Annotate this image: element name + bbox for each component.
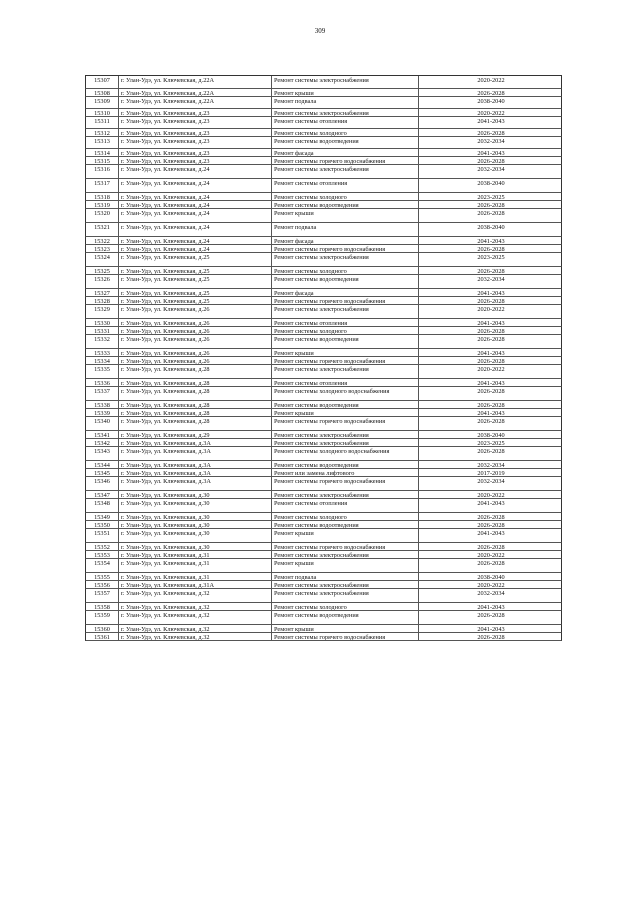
row-address: г. Улан-Удэ, ул. Ключевская, д.3А [119, 439, 272, 446]
row-address: г. Улан-Удэ, ул. Ключевская, д.31 [119, 551, 272, 558]
row-years: 2041-2043 [477, 290, 505, 296]
row-address: г. Улан-Удэ, ул. Ключевская, д.24 [119, 179, 272, 192]
row-id: 15346 [86, 477, 119, 490]
row-address: г. Улан-Удэ, ул. Ключевская, д.23 [119, 129, 272, 136]
table-row [85, 149, 562, 157]
row-address: г. Улан-Удэ, ул. Ключевская, д.30 [119, 521, 272, 528]
table-row [85, 109, 562, 117]
row-years: 2026-2028 [477, 402, 505, 408]
row-years: 2041-2043 [477, 626, 505, 632]
row-years: 2026-2028 [477, 560, 505, 567]
table-row [85, 335, 562, 349]
table-row [85, 129, 562, 137]
table-row [85, 387, 562, 401]
row-work-type: Ремонт системы электроснабжения [272, 305, 419, 318]
row-work-type: Ремонт системы горячего водоснабжения [272, 477, 419, 490]
row-work-type: Ремонт системы горячего водоснабжения [272, 157, 419, 164]
table-row [85, 513, 562, 521]
table-row [85, 253, 562, 267]
table-row [85, 401, 562, 409]
row-work-type: Ремонт системы электроснабжения [272, 76, 419, 88]
row-id: 15340 [86, 417, 119, 430]
table-row [85, 357, 562, 365]
row-address: г. Улан-Удэ, ул. Ключевская, д.23 [119, 149, 272, 156]
table-row [85, 603, 562, 611]
row-years: 2017-2019 [477, 470, 505, 476]
table-row [85, 559, 562, 573]
row-id: 15350 [86, 521, 119, 528]
row-years: 2026-2028 [477, 544, 505, 550]
row-years: 2020-2022 [477, 77, 505, 84]
row-work-type: Ремонт системы горячего водоснабжения [272, 417, 419, 430]
row-years: 2020-2022 [477, 582, 505, 588]
row-id: 15309 [86, 97, 119, 108]
row-id: 15319 [86, 201, 119, 208]
table-row [85, 469, 562, 477]
row-work-type: Ремонт системы водоотведения [272, 401, 419, 408]
row-work-type: Ремонт системы электроснабжения [272, 581, 419, 588]
row-address: г. Улан-Удэ, ул. Ключевская, д.26 [119, 349, 272, 356]
table-row [85, 477, 562, 491]
row-address: г. Улан-Удэ, ул. Ключевская, д.23 [119, 137, 272, 148]
row-address: г. Улан-Удэ, ул. Ключевская, д.30 [119, 513, 272, 520]
row-work-type: Ремонт системы горячего водоснабжения [272, 245, 419, 252]
table-row [85, 543, 562, 551]
row-work-type: Ремонт системы водоотведения [272, 201, 419, 208]
row-work-type: Ремонт системы холодного водоснабжения [272, 387, 419, 400]
row-years: 2026-2028 [477, 336, 505, 343]
row-address: г. Улан-Удэ, ул. Ключевская, д.24 [119, 209, 272, 222]
row-id: 15328 [86, 297, 119, 304]
row-years: 2041-2043 [477, 320, 505, 326]
table-row [85, 499, 562, 513]
row-work-type: Ремонт крыши [272, 529, 419, 542]
table-row [85, 521, 562, 529]
row-years: 2026-2028 [477, 158, 505, 164]
table-row [85, 447, 562, 461]
row-address: г. Улан-Удэ, ул. Ключевская, д.28 [119, 401, 272, 408]
row-address: г. Улан-Удэ, ул. Ключевская, д.25 [119, 267, 272, 274]
row-work-type: Ремонт системы электроснабжения [272, 253, 419, 266]
row-work-type: Ремонт подвала [272, 223, 419, 236]
row-years: 2026-2028 [477, 202, 505, 208]
row-work-type: Ремонт крыши [272, 409, 419, 416]
table-row [85, 137, 562, 149]
table-row [85, 365, 562, 379]
table-row [85, 633, 562, 641]
row-address: г. Улан-Удэ, ул. Ключевская, д.26 [119, 357, 272, 364]
table-row [85, 551, 562, 559]
row-id: 15312 [86, 129, 119, 136]
row-years: 2032-2034 [477, 590, 505, 597]
row-id: 15337 [86, 387, 119, 400]
table-row [85, 461, 562, 469]
row-years: 2026-2028 [477, 298, 505, 304]
table-row [85, 179, 562, 193]
row-years: 2026-2028 [477, 418, 505, 425]
row-years: 2038-2040 [477, 180, 505, 187]
table-row [85, 237, 562, 245]
row-address: г. Улан-Удэ, ул. Ключевская, д.3А [119, 461, 272, 468]
row-id: 15326 [86, 275, 119, 288]
row-id: 15351 [86, 529, 119, 542]
row-id: 15357 [86, 589, 119, 602]
row-work-type: Ремонт системы отопления [272, 179, 419, 192]
table-row [85, 75, 562, 89]
row-address: г. Улан-Удэ, ул. Ключевская, д.32 [119, 633, 272, 640]
table-row [85, 289, 562, 297]
row-id: 15359 [86, 611, 119, 624]
repair-schedule-table [85, 75, 562, 641]
row-years: 2026-2028 [477, 268, 505, 274]
row-work-type: Ремонт фасада [272, 237, 419, 244]
row-id: 15317 [86, 179, 119, 192]
table-row [85, 223, 562, 237]
row-years: 2026-2028 [477, 328, 505, 334]
row-address: г. Улан-Удэ, ул. Ключевская, д.28 [119, 409, 272, 416]
row-id: 15352 [86, 543, 119, 550]
row-years: 2026-2028 [477, 388, 505, 395]
row-years: 2023-2025 [477, 254, 505, 261]
row-address: г. Улан-Удэ, ул. Ключевская, д.22А [119, 97, 272, 108]
row-years: 2026-2028 [477, 130, 505, 136]
row-work-type: Ремонт крыши [272, 625, 419, 632]
row-address: г. Улан-Удэ, ул. Ключевская, д.22А [119, 89, 272, 96]
row-address: г. Улан-Удэ, ул. Ключевская, д.3А [119, 469, 272, 476]
row-work-type: Ремонт системы электроснабжения [272, 109, 419, 116]
table-row [85, 349, 562, 357]
row-address: г. Улан-Удэ, ул. Ключевская, д.25 [119, 253, 272, 266]
row-id: 15320 [86, 209, 119, 222]
row-years: 2032-2034 [477, 276, 505, 283]
row-years: 2026-2028 [477, 522, 505, 528]
row-years: 2026-2028 [477, 358, 505, 364]
row-years: 2032-2034 [477, 166, 505, 173]
row-years: 2020-2022 [477, 110, 505, 116]
row-years: 2026-2028 [477, 448, 505, 455]
row-address: г. Улан-Удэ, ул. Ключевская, д.23 [119, 117, 272, 128]
row-address: г. Улан-Удэ, ул. Ключевская, д.28 [119, 387, 272, 400]
row-work-type: Ремонт крыши [272, 209, 419, 222]
row-years: 2026-2028 [477, 634, 505, 640]
table-row [85, 431, 562, 439]
row-id: 15353 [86, 551, 119, 558]
row-id: 15341 [86, 431, 119, 438]
row-work-type: Ремонт фасада [272, 289, 419, 296]
row-address: г. Улан-Удэ, ул. Ключевская, д.28 [119, 417, 272, 430]
row-id: 15322 [86, 237, 119, 244]
row-years: 2032-2034 [477, 478, 505, 485]
row-address: г. Улан-Удэ, ул. Ключевская, д.31 [119, 573, 272, 580]
row-years: 2041-2043 [477, 150, 505, 156]
row-work-type: Ремонт системы водоотведения [272, 461, 419, 468]
table-row [85, 379, 562, 387]
row-id: 15343 [86, 447, 119, 460]
table-row [85, 97, 562, 109]
row-years: 2026-2028 [477, 210, 505, 217]
row-years: 2038-2040 [477, 432, 505, 438]
row-address: г. Улан-Удэ, ул. Ключевская, д.24 [119, 223, 272, 236]
row-years: 2026-2028 [477, 90, 505, 96]
row-id: 15334 [86, 357, 119, 364]
row-work-type: Ремонт фасада [272, 149, 419, 156]
row-work-type: Ремонт системы водоотведения [272, 521, 419, 528]
row-id: 15316 [86, 165, 119, 178]
row-id: 15311 [86, 117, 119, 128]
table-row [85, 327, 562, 335]
table-row [85, 581, 562, 589]
row-address: г. Улан-Удэ, ул. Ключевская, д.30 [119, 543, 272, 550]
table-row [85, 201, 562, 209]
row-id: 15325 [86, 267, 119, 274]
table-row [85, 297, 562, 305]
row-id: 15339 [86, 409, 119, 416]
row-work-type: Ремонт системы холодного [272, 129, 419, 136]
row-address: г. Улан-Удэ, ул. Ключевская, д.24 [119, 237, 272, 244]
row-id: 15330 [86, 319, 119, 326]
row-work-type: Ремонт системы электроснабжения [272, 439, 419, 446]
row-address: г. Улан-Удэ, ул. Ключевская, д.3А [119, 447, 272, 460]
row-work-type: Ремонт системы горячего водоснабжения [272, 633, 419, 640]
row-work-type: Ремонт системы электроснабжения [272, 365, 419, 378]
table-row [85, 611, 562, 625]
row-address: г. Улан-Удэ, ул. Ключевская, д.23 [119, 109, 272, 116]
table-row [85, 275, 562, 289]
row-id: 15310 [86, 109, 119, 116]
table-row [85, 245, 562, 253]
row-years: 2041-2043 [477, 530, 505, 537]
row-address: г. Улан-Удэ, ул. Ключевская, д.26 [119, 305, 272, 318]
table-row [85, 491, 562, 499]
row-years: 2041-2043 [477, 350, 505, 356]
row-id: 15323 [86, 245, 119, 252]
row-address: г. Улан-Удэ, ул. Ключевская, д.24 [119, 201, 272, 208]
row-years: 2023-2025 [477, 440, 505, 446]
row-id: 15355 [86, 573, 119, 580]
row-address: г. Улан-Удэ, ул. Ключевская, д.25 [119, 289, 272, 296]
row-id: 15315 [86, 157, 119, 164]
row-work-type: Ремонт системы холодного [272, 513, 419, 520]
row-id: 15335 [86, 365, 119, 378]
row-id: 15345 [86, 469, 119, 476]
row-work-type: Ремонт системы горячего водоснабжения [272, 357, 419, 364]
row-work-type: Ремонт системы холодного [272, 327, 419, 334]
row-address: г. Улан-Удэ, ул. Ключевская, д.32 [119, 603, 272, 610]
table-row [85, 439, 562, 447]
row-work-type: Ремонт крыши [272, 89, 419, 96]
row-work-type: Ремонт подвала [272, 97, 419, 108]
row-address: г. Улан-Удэ, ул. Ключевская, д.30 [119, 499, 272, 512]
row-years: 2041-2043 [477, 604, 505, 610]
row-id: 15336 [86, 379, 119, 386]
row-years: 2041-2043 [477, 500, 505, 507]
row-work-type: Ремонт крыши [272, 349, 419, 356]
row-id: 15324 [86, 253, 119, 266]
row-work-type: Ремонт системы холодного [272, 267, 419, 274]
row-work-type: Ремонт системы электроснабжения [272, 431, 419, 438]
row-address: г. Улан-Удэ, ул. Ключевская, д.31 [119, 559, 272, 572]
row-address: г. Улан-Удэ, ул. Ключевская, д.23 [119, 157, 272, 164]
row-work-type: Ремонт системы водоотведения [272, 137, 419, 148]
row-address: г. Улан-Удэ, ул. Ключевская, д.30 [119, 491, 272, 498]
table-row [85, 417, 562, 431]
row-work-type: Ремонт системы горячего водоснабжения [272, 297, 419, 304]
row-years: 2032-2034 [477, 462, 505, 468]
row-id: 15333 [86, 349, 119, 356]
table-row [85, 89, 562, 97]
row-years: 2020-2022 [477, 552, 505, 558]
row-address: г. Улан-Удэ, ул. Ключевская, д.24 [119, 245, 272, 252]
row-work-type: Ремонт системы электроснабжения [272, 589, 419, 602]
row-address: г. Улан-Удэ, ул. Ключевская, д.28 [119, 365, 272, 378]
row-id: 15308 [86, 89, 119, 96]
row-work-type: Ремонт системы электроснабжения [272, 491, 419, 498]
row-address: г. Улан-Удэ, ул. Ключевская, д.24 [119, 165, 272, 178]
table-row [85, 267, 562, 275]
row-address: г. Улан-Удэ, ул. Ключевская, д.31А [119, 581, 272, 588]
row-address: г. Улан-Удэ, ул. Ключевская, д.32 [119, 611, 272, 624]
row-id: 15321 [86, 223, 119, 236]
row-address: г. Улан-Удэ, ул. Ключевская, д.26 [119, 335, 272, 348]
row-id: 15348 [86, 499, 119, 512]
row-id: 15344 [86, 461, 119, 468]
row-id: 15347 [86, 491, 119, 498]
row-years: 2041-2043 [477, 410, 505, 416]
row-address: г. Улан-Удэ, ул. Ключевская, д.3А [119, 477, 272, 490]
table-row [85, 209, 562, 223]
row-years: 2038-2040 [477, 224, 505, 231]
table-row [85, 157, 562, 165]
row-address: г. Улан-Удэ, ул. Ключевская, д.29 [119, 431, 272, 438]
row-work-type: Ремонт системы отопления [272, 499, 419, 512]
row-years: 2032-2034 [477, 138, 505, 145]
row-address: г. Улан-Удэ, ул. Ключевская, д.22А [119, 76, 272, 88]
row-id: 15318 [86, 193, 119, 200]
row-id: 15342 [86, 439, 119, 446]
row-id: 15356 [86, 581, 119, 588]
row-address: г. Улан-Удэ, ул. Ключевская, д.32 [119, 625, 272, 632]
table-row [85, 573, 562, 581]
row-work-type: Ремонт системы холодного водоснабжения [272, 447, 419, 460]
row-address: г. Улан-Удэ, ул. Ключевская, д.32 [119, 589, 272, 602]
row-id: 15358 [86, 603, 119, 610]
row-id: 15332 [86, 335, 119, 348]
row-work-type: Ремонт системы электроснабжения [272, 165, 419, 178]
row-id: 15338 [86, 401, 119, 408]
table-row [85, 117, 562, 129]
row-work-type: Ремонт системы отопления [272, 379, 419, 386]
table-row [85, 625, 562, 633]
row-years: 2020-2022 [477, 306, 505, 313]
row-years: 2041-2043 [477, 380, 505, 386]
row-address: г. Улан-Удэ, ул. Ключевская, д.25 [119, 297, 272, 304]
row-years: 2026-2028 [477, 612, 505, 619]
row-years: 2023-2025 [477, 194, 505, 200]
row-id: 15331 [86, 327, 119, 334]
row-work-type: Ремонт системы водоотведения [272, 335, 419, 348]
row-work-type: Ремонт системы горячего водоснабжения [272, 543, 419, 550]
page-number: 309 [314, 27, 326, 35]
row-id: 15313 [86, 137, 119, 148]
row-work-type: Ремонт системы холодного [272, 193, 419, 200]
row-work-type: Ремонт или замена лифтового [272, 469, 419, 476]
table-row [85, 529, 562, 543]
row-address: г. Улан-Удэ, ул. Ключевская, д.24 [119, 193, 272, 200]
row-address: г. Улан-Удэ, ул. Ключевская, д.26 [119, 319, 272, 326]
row-work-type: Ремонт системы отопления [272, 319, 419, 326]
row-years: 2041-2043 [477, 118, 505, 125]
table-row [85, 409, 562, 417]
row-address: г. Улан-Удэ, ул. Ключевская, д.25 [119, 275, 272, 288]
row-work-type: Ремонт крыши [272, 559, 419, 572]
row-address: г. Улан-Удэ, ул. Ключевская, д.30 [119, 529, 272, 542]
row-work-type: Ремонт системы водоотведения [272, 611, 419, 624]
row-id: 15307 [86, 76, 119, 88]
row-id: 15314 [86, 149, 119, 156]
row-work-type: Ремонт подвала [272, 573, 419, 580]
row-years: 2041-2043 [477, 238, 505, 244]
row-work-type: Ремонт системы электроснабжения [272, 551, 419, 558]
row-years: 2020-2022 [477, 492, 505, 498]
row-work-type: Ремонт системы отопления [272, 117, 419, 128]
table-row [85, 589, 562, 603]
row-id: 15361 [86, 633, 119, 640]
table-row [85, 193, 562, 201]
row-work-type: Ремонт системы холодного [272, 603, 419, 610]
row-address: г. Улан-Удэ, ул. Ключевская, д.26 [119, 327, 272, 334]
row-years: 2020-2022 [477, 366, 505, 373]
row-work-type: Ремонт системы водоотведения [272, 275, 419, 288]
row-id: 15349 [86, 513, 119, 520]
row-address: г. Улан-Удэ, ул. Ключевская, д.28 [119, 379, 272, 386]
row-years: 2038-2040 [477, 98, 505, 105]
row-years: 2026-2028 [477, 246, 505, 252]
row-id: 15360 [86, 625, 119, 632]
table-row [85, 165, 562, 179]
row-id: 15354 [86, 559, 119, 572]
row-id: 15327 [86, 289, 119, 296]
table-row [85, 305, 562, 319]
table-row [85, 319, 562, 327]
row-id: 15329 [86, 305, 119, 318]
row-years: 2038-2040 [477, 574, 505, 580]
row-years: 2026-2028 [477, 514, 505, 520]
